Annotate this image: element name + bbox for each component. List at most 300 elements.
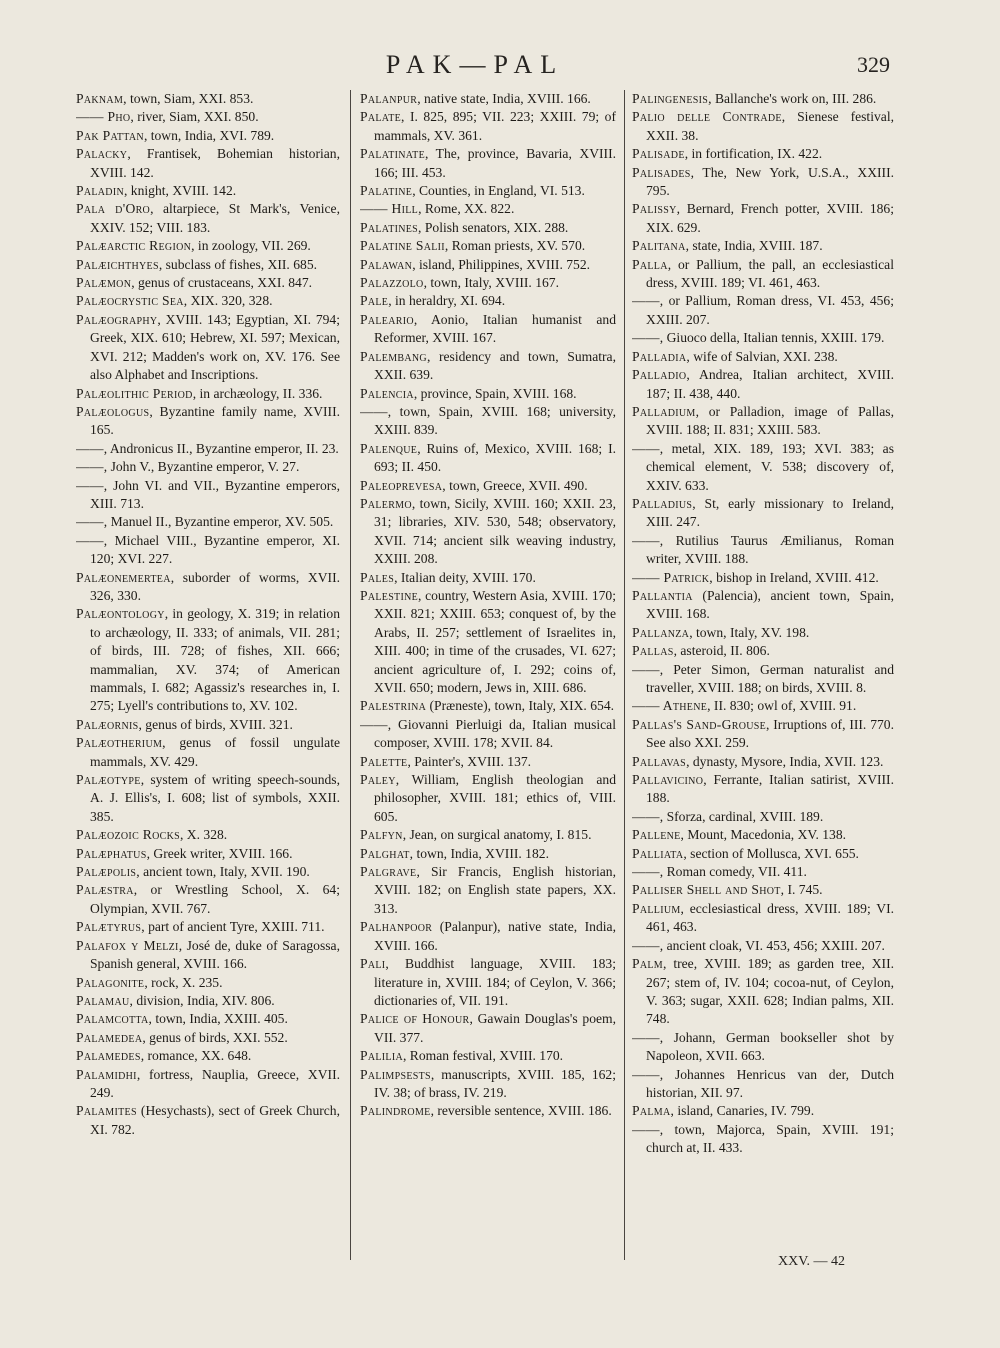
entry-references: , Sforza, cardinal, XVIII. 189.: [659, 808, 824, 824]
entry-references: , suborder of worms, XVII. 326, 330.: [90, 569, 340, 603]
index-entry: [76, 458, 340, 476]
index-entry: [76, 513, 340, 531]
index-entry: [76, 274, 340, 292]
entry-headword: Palembang: [360, 348, 427, 364]
entry-references: , manuscripts, XVIII. 185, 162; IV. 38; of brass, IV. 219.: [374, 1066, 616, 1100]
entry-references: , ancient town, Italy, XVII. 190.: [136, 864, 310, 880]
entry-references: , wife of Salvian, XXI. 238.: [686, 348, 838, 364]
entry-headword: Palagonite: [76, 974, 145, 990]
index-entry: [76, 863, 340, 881]
index-entry: [76, 881, 340, 918]
entry-references: , X. 328.: [179, 827, 228, 843]
index-entry: [632, 366, 894, 403]
entry-references: , Andronicus II., Byzantine emperor, II. 23.: [103, 440, 339, 456]
entry-references: , state, India, XVIII. 187.: [685, 238, 823, 254]
index-entry: [632, 1121, 894, 1158]
entry-references: , Ruins of, Mexico, XVIII. 168; I. 693; II. 450.: [374, 440, 616, 475]
entry-headword: Palisades: [632, 164, 691, 180]
entry-references: , XVIII. 143; Egyptian, XI. 794; Greek, XIX. 610; Hebrew, XI. 597; Mexican, XVI. 212; Madden's work on, XV. 176. See also Alphabet and Inscriptions.: [90, 311, 340, 383]
index-entry: [360, 237, 616, 255]
index-entry: [76, 771, 340, 826]
index-entry: [76, 311, 340, 385]
entry-references: , romance, XX. 648.: [140, 1048, 252, 1064]
entry-references: , Aonio, Italian humanist and Reformer, XVIII. 167.: [374, 311, 616, 346]
entry-headword: Pallas: [632, 643, 674, 659]
index-entry: [76, 1029, 340, 1047]
entry-references: , Sienese festival, XXII. 38.: [646, 109, 894, 143]
index-entry: [76, 256, 340, 274]
entry-headword: Palamidhi: [76, 1066, 137, 1082]
index-entry: [632, 587, 894, 624]
index-entry: [632, 697, 894, 715]
entry-references: , genus of fossil ungulate mammals, XV. 429.: [90, 735, 340, 769]
index-entry: [632, 108, 894, 145]
entry-references: , Gawain Douglas's poem, VII. 377.: [374, 1011, 616, 1045]
index-entry: [76, 477, 340, 514]
index-column-2: [360, 90, 616, 1270]
index-entry: [632, 145, 894, 163]
entry-headword: Palæpolis: [76, 864, 137, 880]
index-entry: [632, 937, 894, 955]
index-entry: [76, 1047, 340, 1065]
index-entry: [360, 108, 616, 145]
entry-references: , John VI. and VII., Byzantine emperors, XIII. 713.: [90, 477, 340, 511]
running-head: PAK—PAL: [385, 50, 565, 79]
entry-references: (Præneste), town, Italy, XIX. 654.: [426, 698, 615, 714]
entry-headword: ——: [632, 440, 660, 456]
entry-references: , metal, XIX. 189, 193; XVI. 383; as chemical element, V. 538; discovery of, XXIV. 633.: [646, 440, 894, 493]
entry-references: , altarpiece, St Mark's, Venice, XXIV. 152; VIII. 183.: [90, 201, 340, 235]
entry-references: , town, Siam, XXI. 853.: [123, 91, 254, 106]
index-entry: [76, 734, 340, 771]
index-entry: [76, 605, 340, 715]
entry-headword: Palæography: [76, 311, 158, 327]
index-entry: [632, 863, 894, 881]
signature-mark: XXV. — 42: [778, 1254, 846, 1269]
entry-headword: Palamcotta: [76, 1011, 149, 1027]
entry-references: , ecclesiastical dress, XVIII. 189; VI. 461, 463.: [646, 900, 894, 935]
entry-references: , St, early missionary to Ireland, XIII. 247.: [646, 495, 894, 530]
index-entry: [632, 532, 894, 569]
entry-references: , in archæology, II. 336.: [192, 385, 323, 401]
entry-headword: Palermo: [360, 495, 412, 511]
index-entry: [632, 753, 894, 771]
index-entry: [632, 495, 894, 532]
column-rule-right: [624, 90, 625, 1260]
index-entry: [360, 495, 616, 569]
entry-headword: Palæornis: [76, 716, 139, 732]
entry-headword: Palacky: [76, 146, 128, 162]
entry-references: , town, Spain, XVIII. 168; university, XXIII. 839.: [374, 403, 616, 438]
entry-headword: Paley: [360, 772, 396, 788]
entry-headword: Palæotype: [76, 772, 141, 788]
entry-headword: Palisade: [632, 146, 685, 162]
index-entry: [632, 826, 894, 844]
entry-references: , town, India, XVI. 789.: [143, 127, 275, 143]
entry-references: , section of Mollusca, XVI. 655.: [683, 845, 859, 861]
entry-headword: Palæarctic Region: [76, 238, 192, 254]
entry-headword: Palencia: [360, 385, 414, 401]
index-entry: [76, 385, 340, 403]
entry-headword: Palladia: [632, 348, 687, 364]
entry-headword: Palghat: [360, 845, 410, 861]
entry-headword: ——: [76, 459, 104, 475]
entry-references: , in fortification, IX. 422.: [684, 146, 823, 162]
entry-references: , Michael VIII., Byzantine emperor, XI. 120; XVI. 227.: [90, 532, 340, 567]
index-entry: [632, 808, 894, 826]
entry-headword: Palæontology: [76, 606, 165, 622]
entry-references: , Painter's, XVIII. 137.: [407, 753, 532, 769]
index-entry: [360, 753, 616, 771]
entry-references: , fortress, Nauplia, Greece, XVII. 249.: [90, 1066, 340, 1100]
entry-headword: Palindrome: [360, 1103, 431, 1119]
entry-headword: Palæologus: [76, 403, 150, 419]
entry-references: , town, Italy, XV. 198.: [689, 624, 810, 640]
index-entry: [76, 145, 340, 182]
index-entry: [76, 826, 340, 844]
entry-headword: Palenque: [360, 440, 418, 456]
entry-references: , Giuoco della, Italian tennis, XXIII. 179.: [659, 330, 885, 346]
entry-references: , knight, XVIII. 142.: [124, 183, 237, 199]
index-entry: [632, 881, 894, 899]
entry-headword: ——: [632, 937, 660, 953]
index-entry: [360, 256, 616, 274]
index-entry: [76, 403, 340, 440]
index-entry: [632, 1066, 894, 1103]
entry-references: , genus of birds, XVIII. 321.: [138, 716, 293, 732]
entry-headword: Pallavicino: [632, 772, 704, 788]
index-entry: [360, 145, 616, 182]
entry-references: , town, Sicily, XVIII. 160; XXII. 23, 31; libraries, XIV. 530, 548; observatory, XVII. 714; ancient silk weaving industry, XXIII. 208.: [374, 495, 616, 567]
index-entry: [360, 771, 616, 826]
entry-references: , Italian deity, XVIII. 170.: [394, 569, 536, 585]
entry-headword: Palliser Shell and Shot: [632, 882, 781, 898]
index-entry: [360, 403, 616, 440]
entry-headword: Palatines: [360, 219, 419, 235]
entry-headword: Pallantia: [632, 587, 693, 603]
entry-headword: Pallavas: [632, 753, 687, 769]
entry-references: , José de, duke of Saragossa, Spanish general, XVIII. 166.: [90, 937, 340, 972]
index-entry: [76, 937, 340, 974]
entry-references: , Greek writer, XVIII. 166.: [146, 845, 293, 861]
index-entry: [76, 974, 340, 992]
entry-headword: ——: [632, 293, 660, 309]
index-entry: [76, 918, 340, 936]
entry-references: , Rutilius Taurus Æmilianus, Roman writer, XVIII. 188.: [646, 532, 894, 567]
page-header: [60, 50, 890, 84]
index-entry: [632, 1102, 894, 1120]
entry-references: , Ferrante, Italian satirist, XVIII. 188.: [646, 772, 894, 806]
entry-headword: Palilia: [360, 1048, 403, 1064]
entry-references: , Bernard, French potter, XVIII. 186; XIX. 629.: [646, 201, 894, 235]
entry-headword: ——: [632, 864, 660, 880]
entry-references: , Byzantine family name, XVIII. 165.: [90, 403, 340, 438]
entry-headword: Pales: [360, 569, 395, 585]
index-entry: [360, 863, 616, 918]
index-entry: [76, 532, 340, 569]
entry-headword: Pala d'Oro: [76, 201, 151, 217]
entry-headword: Palla: [632, 256, 668, 272]
entry-headword: Pak Pattan: [76, 127, 144, 143]
index-entry: [360, 1047, 616, 1065]
entry-references: , William, English theologian and philosopher, XVIII. 181; ethics of, VIII. 605.: [374, 772, 616, 824]
index-entry: [76, 716, 340, 734]
entry-references: , II. 830; owl of, XVIII. 91.: [707, 698, 857, 714]
index-entry: [360, 1102, 616, 1120]
index-entry: [360, 845, 616, 863]
index-entry: [360, 311, 616, 348]
entry-headword: Palazzolo: [360, 275, 424, 291]
index-entry: [360, 292, 616, 310]
entry-headword: Pali: [360, 956, 386, 972]
entry-headword: Palimpsests: [360, 1066, 431, 1082]
entry-references: , or Wrestling School, X. 64; Olympian, XVII. 767.: [90, 882, 340, 916]
entry-references: , or Pallium, the pall, an ecclesiastical dress, XVIII. 189; VI. 461, 463.: [646, 256, 894, 291]
entry-headword: Palamau: [76, 992, 130, 1008]
index-entry: [360, 918, 616, 955]
index-entry: [360, 348, 616, 385]
index-entry: [632, 164, 894, 201]
index-entry: [76, 127, 340, 145]
entry-headword: Palestrina: [360, 698, 427, 714]
index-entry: [632, 569, 894, 587]
entry-headword: ——: [76, 532, 104, 548]
entry-headword: —— Patrick: [632, 569, 710, 585]
entry-references: , Frantisek, Bohemian historian, XVIII. 142.: [90, 146, 340, 180]
index-entry: [360, 697, 616, 715]
index-entry: [632, 624, 894, 642]
entry-references: , Irruptions of, III. 770. See also XXI. 259.: [646, 716, 894, 751]
entry-references: , Counties, in England, VI. 513.: [412, 183, 585, 199]
index-entry: [76, 1066, 340, 1103]
entry-headword: Palætyrus: [76, 919, 142, 935]
entry-headword: ——: [76, 514, 104, 530]
entry-headword: Palæstra: [76, 882, 134, 898]
entry-headword: ——: [76, 440, 104, 456]
index-entry: [360, 274, 616, 292]
index-entry: [632, 642, 894, 660]
entry-headword: Palanpur: [360, 91, 418, 106]
entry-references: , province, Spain, XVIII. 168.: [413, 385, 577, 401]
index-entry: [360, 182, 616, 200]
entry-references: , Ballanche's work on, III. 286.: [708, 91, 877, 106]
entry-references: (Hesychasts), sect of Greek Church, XI. 782.: [90, 1103, 340, 1137]
entry-references: , I. 745.: [780, 882, 823, 898]
entry-headword: Palestine: [360, 587, 419, 603]
entry-headword: ——: [632, 1066, 660, 1082]
entry-references: , town, India, XVIII. 182.: [409, 845, 549, 861]
entry-references: , part of ancient Tyre, XXIII. 711.: [141, 919, 325, 935]
entry-headword: Palgrave: [360, 864, 417, 880]
entry-headword: Palitana: [632, 238, 686, 254]
index-entry: [76, 108, 340, 126]
entry-references: , dynasty, Mysore, India, XVII. 123.: [686, 753, 884, 769]
entry-references: , Manuel II., Byzantine emperor, XV. 505.: [103, 514, 334, 530]
entry-headword: Palamites: [76, 1103, 137, 1119]
entry-references: , Sir Francis, English historian, XVIII. 182; on English state papers, XX. 313.: [374, 864, 616, 916]
entry-references: , bishop in Ireland, XVIII. 412.: [709, 569, 879, 585]
entry-references: , in geology, X. 319; in relation to archæology, II. 333; of animals, VII. 281; of birds, III. 728; of fishes, XII. 666; mammalian, XV. 374; of American mammals, I. 682; Agassiz's researches in, I. 275; Lyell's contributions to, XV. 102.: [90, 606, 340, 714]
entry-headword: —— Hill: [360, 201, 419, 217]
entry-headword: ——: [360, 716, 388, 732]
entry-headword: Pallas's Sand-Grouse: [632, 716, 767, 732]
entry-references: , country, Western Asia, XVIII. 170; XXII. 821; XXIII. 653; conquest of, by the Arabs, II. 257; settlement of Israelites in, XIII. 400; in time of the crusades, VI. 627; ancient agriculture of, I. 292; coins of, XVII. 650; modern, Jews in, XIII. 686.: [374, 587, 616, 695]
entry-references: , Roman comedy, VII. 411.: [659, 864, 807, 880]
entry-references: , The, province, Bavaria, XVIII. 166; III. 453.: [374, 146, 616, 180]
entry-headword: ——: [632, 661, 660, 677]
entry-headword: Pallene: [632, 827, 681, 843]
entry-references: , I. 825, 895; VII. 223; XXIII. 79; of mammals, XV. 361.: [374, 109, 616, 143]
index-entry: [360, 716, 616, 753]
entry-headword: Palladius: [632, 495, 693, 511]
index-entry: [76, 182, 340, 200]
entry-references: , reversible sentence, XVIII. 186.: [430, 1103, 612, 1119]
entry-headword: Palafox y Melzi: [76, 937, 179, 953]
index-entry: [632, 955, 894, 1029]
index-entry: [360, 1066, 616, 1103]
entry-references: , native state, India, XVIII. 166.: [417, 91, 591, 106]
index-entry: [632, 1029, 894, 1066]
entry-headword: Palæozoic Rocks: [76, 827, 180, 843]
index-entry: [360, 955, 616, 1010]
entry-headword: Paknam: [76, 91, 124, 106]
entry-headword: Palæphatus: [76, 845, 147, 861]
page-number: 329: [857, 52, 890, 77]
entry-references: , genus of crustaceans, XXI. 847.: [131, 275, 313, 291]
entry-headword: ——: [632, 808, 660, 824]
entry-headword: Palingenesis: [632, 91, 709, 106]
index-entry: [632, 716, 894, 753]
index-entry: [632, 348, 894, 366]
index-entry: [76, 845, 340, 863]
entry-headword: ——: [632, 330, 660, 346]
entry-headword: Palatine: [360, 183, 413, 199]
entry-references: , island, Philippines, XVIII. 752.: [412, 256, 591, 272]
index-entry: [632, 329, 894, 347]
entry-headword: Palice of Honour: [360, 1011, 470, 1027]
entry-headword: Palfyn: [360, 827, 403, 843]
entry-references: , XIX. 320, 328.: [183, 293, 273, 309]
entry-references: , rock, X. 235.: [144, 974, 223, 990]
entry-references: , or Palladion, image of Pallas, XVIII. 188; II. 831; XXIII. 583.: [646, 403, 894, 438]
index-entry: [360, 440, 616, 477]
index-entry: [632, 845, 894, 863]
entry-headword: Palæolithic Period: [76, 385, 193, 401]
entry-references: , Roman festival, XVIII. 170.: [402, 1048, 564, 1064]
entry-references: , ancient cloak, VI. 453, 456; XXIII. 207.: [659, 937, 885, 953]
index-entry: [76, 90, 340, 108]
entry-headword: Palladio: [632, 367, 687, 383]
entry-references: , Polish senators, XIX. 288.: [418, 219, 569, 235]
entry-headword: Palissy: [632, 201, 677, 217]
index-entry: [360, 826, 616, 844]
index-entry: [360, 90, 616, 108]
entry-headword: Palio delle Contrade: [632, 109, 782, 125]
entry-headword: Palette: [360, 753, 408, 769]
entry-references: , Jean, on surgical anatomy, I. 815.: [402, 827, 592, 843]
entry-references: , in zoology, VII. 269.: [191, 238, 311, 254]
index-entry: [360, 385, 616, 403]
entry-references: , Peter Simon, German naturalist and traveller, XVIII. 188; on birds, XVIII. 8.: [646, 661, 894, 695]
index-entry: [76, 200, 340, 237]
index-entry: [632, 90, 894, 108]
entry-headword: Palma: [632, 1103, 671, 1119]
index-entry: [76, 292, 340, 310]
index-entry: [76, 440, 340, 458]
index-entry: [360, 219, 616, 237]
entry-references: , John V., Byzantine emperor, V. 27.: [103, 459, 300, 475]
entry-references: , Mount, Macedonia, XV. 138.: [680, 827, 847, 843]
entry-headword: ——: [632, 1121, 660, 1137]
entry-references: , town, Italy, XVIII. 167.: [423, 275, 559, 291]
entry-headword: Palæichthyes: [76, 256, 159, 272]
entry-references: , Johann, German bookseller shot by Napoleon, XVII. 663.: [646, 1029, 894, 1064]
index-entry: [360, 200, 616, 218]
entry-headword: Palatine Salii: [360, 238, 445, 254]
entry-headword: Palamedes: [76, 1048, 141, 1064]
entry-references: , Rome, XX. 822.: [418, 201, 515, 217]
entry-headword: Palamedea: [76, 1029, 143, 1045]
index-entry: [76, 237, 340, 255]
entry-headword: Palm: [632, 956, 663, 972]
index-entry: [632, 292, 894, 329]
index-entry: [632, 900, 894, 937]
entry-references: , river, Siam, XXI. 850.: [130, 109, 259, 125]
entry-references: , Johannes Henricus van der, Dutch historian, XII. 97.: [646, 1066, 894, 1100]
entry-headword: ——: [360, 403, 388, 419]
index-entry: [632, 771, 894, 808]
entry-references: , town, Greece, XVII. 490.: [442, 477, 588, 493]
index-entry: [632, 237, 894, 255]
entry-references: , subclass of fishes, XII. 685.: [158, 256, 318, 272]
entry-references: , tree, XVIII. 189; as garden tree, XII. 267; stem of, IV. 104; cocoa-nut, of Ceylon, V. 363; sugar, XXII. 628; Indian palms, XII. 748.: [646, 956, 894, 1027]
index-entry: [76, 1102, 340, 1139]
index-entry: [360, 569, 616, 587]
entry-headword: Palate: [360, 109, 402, 125]
entry-headword: Paladin: [76, 183, 124, 199]
entry-references: , or Pallium, Roman dress, VI. 453, 456; XXIII. 207.: [646, 293, 894, 327]
entry-headword: Palladium: [632, 403, 696, 419]
entry-headword: ——: [76, 477, 104, 493]
entry-headword: Palatinate: [360, 146, 425, 162]
index-column-3: [632, 90, 894, 1270]
index-entry: [632, 403, 894, 440]
entry-headword: Paleario: [360, 311, 414, 327]
entry-headword: —— Pho: [76, 109, 131, 125]
index-entry: [632, 256, 894, 293]
entry-headword: Palawan: [360, 256, 413, 272]
entry-references: , genus of birds, XXI. 552.: [142, 1029, 288, 1045]
entry-references: , residency and town, Sumatra, XXII. 639.: [374, 348, 616, 383]
entry-headword: Pallanza: [632, 624, 690, 640]
entry-headword: ——: [632, 1029, 660, 1045]
entry-references: , town, Majorca, Spain, XVIII. 191; church at, II. 433.: [646, 1121, 894, 1156]
index-entry: [632, 440, 894, 495]
column-rule-left: [350, 90, 351, 1260]
entry-headword: Palæocrystic Sea: [76, 293, 184, 309]
index-entry: [360, 477, 616, 495]
entry-references: , Buddhist language, XVIII. 183; literature in, XVIII. 184; of Ceylon, V. 366; dictionaries of, VII. 191.: [374, 956, 616, 1008]
index-entry: [360, 587, 616, 697]
entry-headword: Palæonemertea: [76, 569, 171, 585]
entry-references: , system of writing speech-sounds, A. J. Ellis's, I. 608; list of symbols, XXII. 385.: [90, 772, 340, 824]
entry-headword: —— Athene: [632, 698, 708, 714]
entry-references: , division, India, XIV. 806.: [129, 992, 275, 1008]
entry-references: (Palencia), ancient town, Spain, XVIII. 168.: [646, 587, 894, 622]
entry-references: , The, New York, U.S.A., XXIII. 795.: [646, 164, 894, 199]
entry-headword: Palhanpoor: [360, 919, 433, 935]
entry-headword: Pallium: [632, 900, 681, 916]
